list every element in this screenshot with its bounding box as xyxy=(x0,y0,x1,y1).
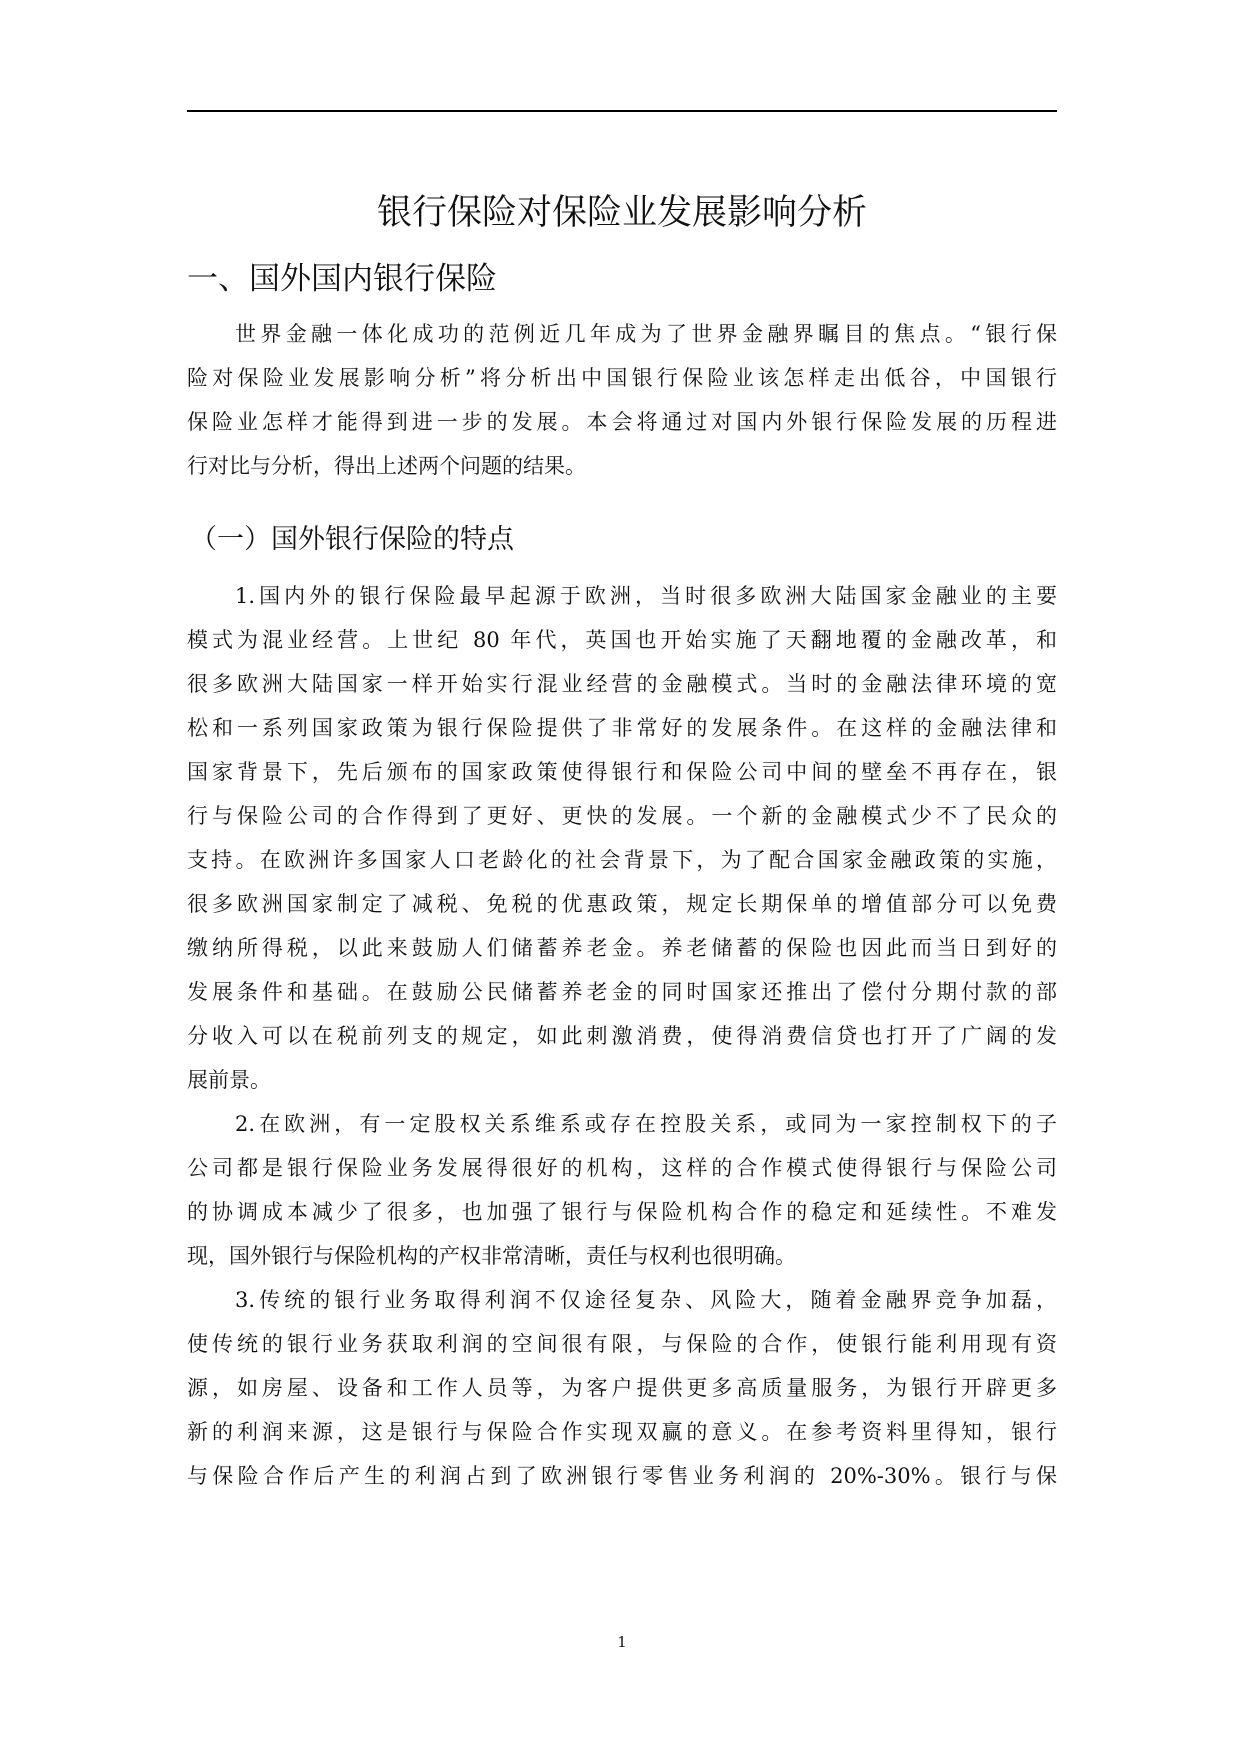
paragraph-2 xyxy=(187,1102,1057,1278)
text-line: 行与保险公司的合作得到了更好、更快的发展。一个新的金融模式少不了民众的 xyxy=(187,804,1057,828)
text-line: 发展条件和基础。在鼓励公民储蓄养老金的同时国家还推出了偿付分期付款的部 xyxy=(187,980,1057,1004)
text-line: 与保险合作后产生的利润占到了欧洲银行零售业务利润的 20%-30%。银行与保 xyxy=(187,1464,1057,1488)
text-line: 很多欧洲大陆国家一样开始实行混业经营的金融模式。当时的金融法律环境的宽 xyxy=(187,672,1057,696)
intro-paragraph xyxy=(187,312,1057,488)
text-line: 源，如房屋、设备和工作人员等，为客户提供更多高质量服务，为银行开辟更多 xyxy=(187,1376,1057,1400)
text-line: 保险业怎样才能得到进一步的发展。本会将通过对国内外银行保险发展的历程进 xyxy=(187,410,1057,434)
text-line: 模式为混业经营。上世纪 80 年代，英国也开始实施了天翻地覆的金融改革，和 xyxy=(187,628,1057,652)
subsection-heading-1: （一）国外银行保险的特点 xyxy=(190,524,514,555)
header-rule xyxy=(187,110,1057,112)
text-line: 分收入可以在税前列支的规定，如此刺激消费，使得消费信贷也打开了广阔的发 xyxy=(187,1024,1057,1048)
text-line: 很多欧洲国家制定了减税、免税的优惠政策，规定长期保单的增值部分可以免费 xyxy=(187,892,1057,916)
paragraph-1 xyxy=(187,574,1057,1102)
text-line: 2.在欧洲，有一定股权关系维系或存在控股关系，或同为一家控制权下的子 xyxy=(235,1112,1057,1136)
text-line: 的协调成本减少了很多，也加强了银行与保险机构合作的稳定和延续性。不难发 xyxy=(187,1200,1057,1224)
text-line: 国家背景下，先后颁布的国家政策使得银行和保险公司中间的壁垒不再存在，银 xyxy=(187,760,1057,784)
text-line: 松和一系列国家政策为银行保险提供了非常好的发展条件。在这样的金融法律和 xyxy=(187,716,1057,740)
text-line: 展前景。 xyxy=(187,1068,271,1092)
text-line: 世界金融一体化成功的范例近几年成为了世界金融界瞩目的焦点。“银行保 xyxy=(235,322,1057,346)
text-line: 公司都是银行保险业务发展得很好的机构，这样的合作模式使得银行与保险公司 xyxy=(187,1156,1057,1180)
text-line: 支持。在欧洲许多国家人口老龄化的社会背景下，为了配合国家金融政策的实施， xyxy=(187,848,1057,872)
text-line: 行对比与分析，得出上述两个问题的结果。 xyxy=(187,454,586,478)
text-line: 险对保险业发展影响分析”将分析出中国银行保险业该怎样走出低谷，中国银行 xyxy=(187,366,1057,390)
page-number: 1 xyxy=(617,1633,627,1651)
document-title: 银行保险对保险业发展影响分析 xyxy=(376,193,867,233)
text-line: 3.传统的银行业务取得利润不仅途径复杂、风险大，随着金融界竞争加磊， xyxy=(235,1288,1057,1312)
text-line: 使传统的银行业务获取利润的空间很有限，与保险的合作，使银行能利用现有资 xyxy=(187,1332,1057,1356)
section-heading-1: 一、国外国内银行保险 xyxy=(187,261,497,297)
text-line: 现，国外银行与保险机构的产权非常清晰，责任与权利也很明确。 xyxy=(187,1244,796,1268)
paragraph-3 xyxy=(187,1278,1057,1498)
text-line: 新的利润来源，这是银行与保险合作实现双赢的意义。在参考资料里得知，银行 xyxy=(187,1420,1057,1444)
text-line: 缴纳所得税，以此来鼓励人们储蓄养老金。养老储蓄的保险也因此而当日到好的 xyxy=(187,936,1057,960)
text-line: 1.国内外的银行保险最早起源于欧洲，当时很多欧洲大陆国家金融业的主要 xyxy=(235,584,1057,608)
